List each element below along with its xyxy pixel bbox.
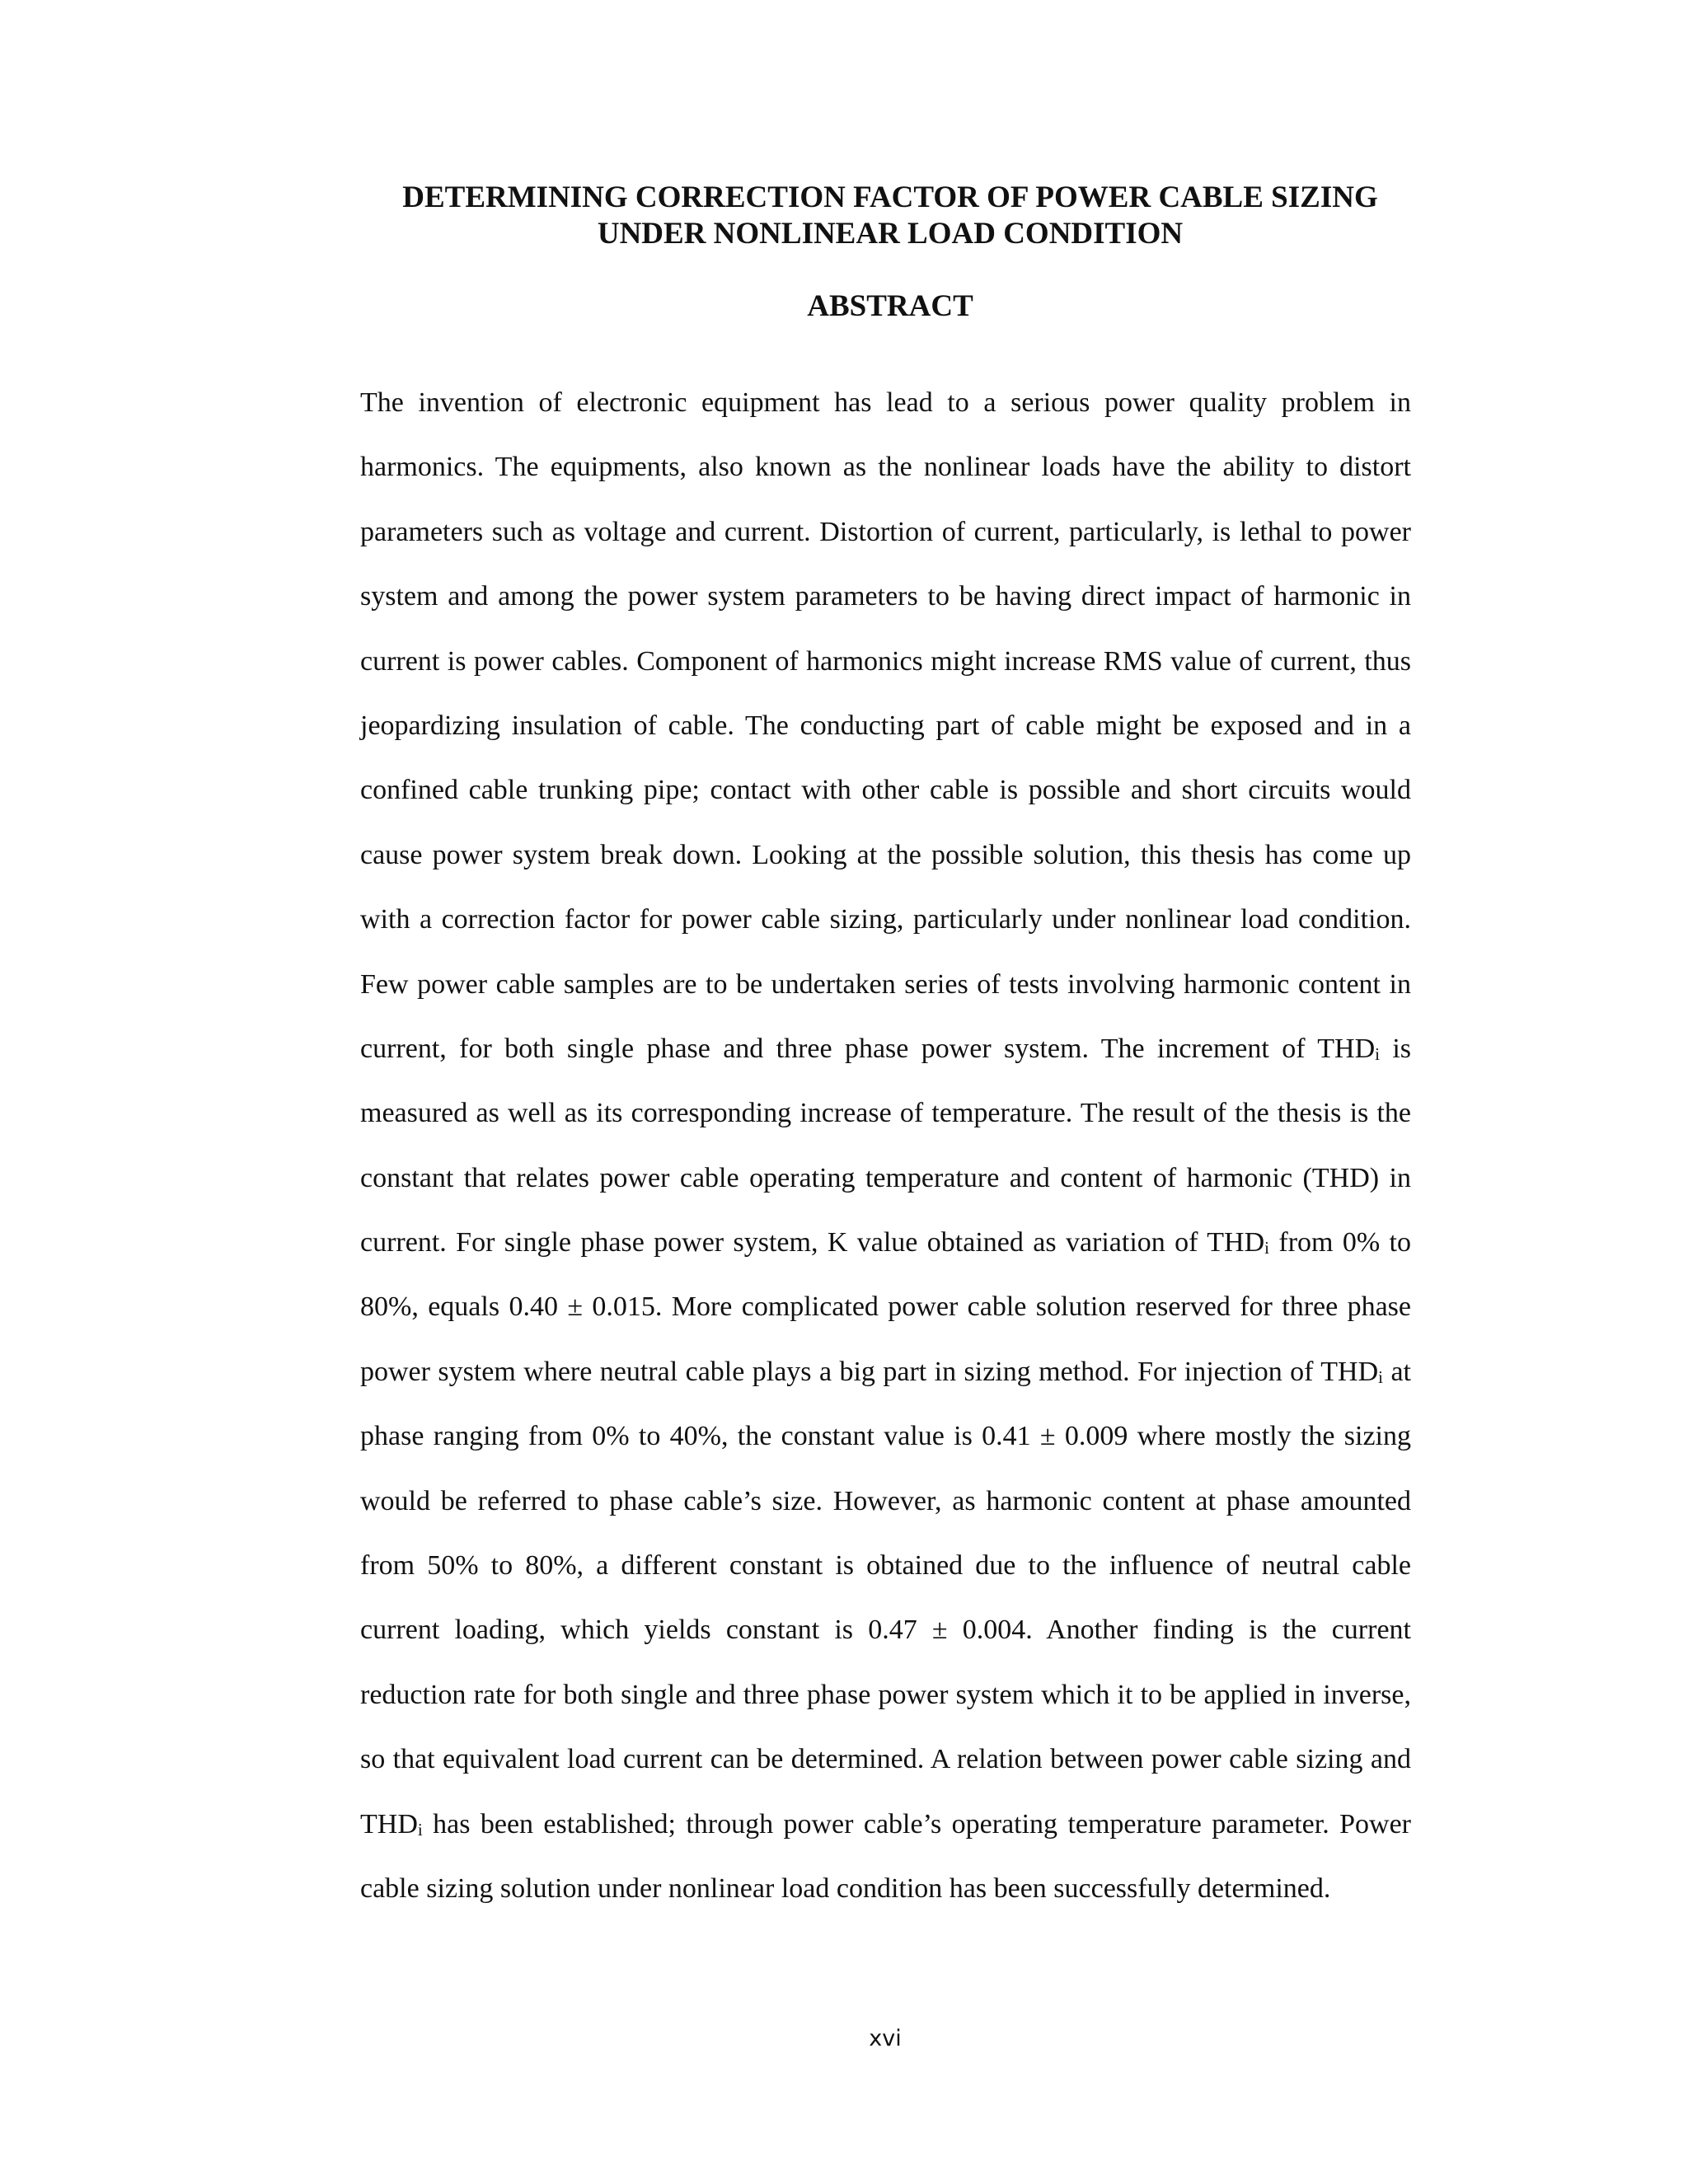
abstract-line: system and among the power system parameters to be having direct impact of harmonic in — [360, 581, 1411, 612]
abstract-body — [360, 384, 1411, 1934]
abstract-line: The invention of electronic equipment has lead to a serious power quality problem in — [360, 387, 1411, 418]
abstract-line: reduction rate for both single and three phase power system which it to be applied in inverse, — [360, 1679, 1411, 1710]
abstract-line: measured as well as its corresponding increase of temperature. The result of the thesis is the — [360, 1098, 1411, 1129]
subscript: i — [1378, 1366, 1384, 1387]
subscript: i — [417, 1819, 423, 1840]
abstract-line: phase ranging from 0% to 40%, the constant value is 0.41 ± 0.009 where mostly the sizing — [360, 1421, 1411, 1452]
abstract-line: cable sizing solution under nonlinear load condition has been successfully determined. — [360, 1872, 1331, 1904]
abstract-heading: ABSTRACT — [807, 289, 973, 323]
abstract-line: constant that relates power cable operating temperature and content of harmonic (THD) in — [360, 1162, 1411, 1193]
abstract-line: confined cable trunking pipe; contact with other cable is possible and short circuits would — [360, 775, 1411, 806]
abstract-line: Few power cable samples are to be undertaken series of tests involving harmonic content in — [360, 968, 1411, 1000]
abstract-line: current loading, which yields constant is 0.47 ± 0.004. Another finding is the current — [360, 1615, 1411, 1646]
page-number: xvi — [869, 2026, 902, 2051]
abstract-line: would be referred to phase cable’s size. However, as harmonic content at phase amounted — [360, 1485, 1411, 1516]
abstract-line: cause power system break down. Looking at the possible solution, this thesis has come up — [360, 839, 1411, 870]
subscript: i — [1264, 1238, 1269, 1258]
abstract-line: 80%, equals 0.40 ± 0.015. More complicated power cable solution reserved for three phase — [360, 1291, 1411, 1323]
abstract-line: parameters such as voltage and current. Distortion of current, particularly, is lethal to power — [360, 516, 1411, 547]
line-text: has been established; through power cable’s operating temperature parameter. Power — [422, 1808, 1411, 1840]
thesis-title — [313, 180, 1467, 252]
line-text: is — [1379, 1033, 1411, 1064]
abstract-line: from 50% to 80%, a different constant is obtained due to the influence of neutral cable — [360, 1550, 1411, 1582]
abstract-line: with a correction factor for power cable sizing, particularly under nonlinear load condition. — [360, 904, 1411, 935]
abstract-line — [360, 1224, 1411, 1288]
abstract-line: so that equivalent load current can be determined. A relation between power cable sizing and — [360, 1744, 1411, 1775]
line-text: power system where neutral cable plays a big part in sizing method. For injection of THD — [360, 1356, 1379, 1387]
abstract-line — [360, 1353, 1411, 1418]
abstract-line — [360, 1806, 1411, 1870]
abstract-line: harmonics. The equipments, also known as the nonlinear loads have the ability to distort — [360, 452, 1411, 483]
line-text: at — [1383, 1356, 1411, 1387]
abstract-line: current is power cables. Component of harmonics might increase RMS value of current, thus — [360, 645, 1411, 677]
thesis-title-line-1: DETERMINING CORRECTION FACTOR OF POWER CABLE SIZING — [402, 180, 1378, 214]
thesis-title-line-2: UNDER NONLINEAR LOAD CONDITION — [597, 217, 1184, 251]
abstract-line: jeopardizing insulation of cable. The conducting part of cable might be exposed and in a — [360, 710, 1411, 741]
line-text: current. For single phase power system, K value obtained as variation of THD — [360, 1227, 1265, 1258]
line-text: THD — [360, 1808, 418, 1840]
line-text: from 0% to — [1268, 1227, 1411, 1258]
subscript: i — [1375, 1043, 1380, 1064]
abstract-line — [360, 1030, 1411, 1094]
line-text: current, for both single phase and three phase power system. The increment of THD — [360, 1033, 1376, 1064]
